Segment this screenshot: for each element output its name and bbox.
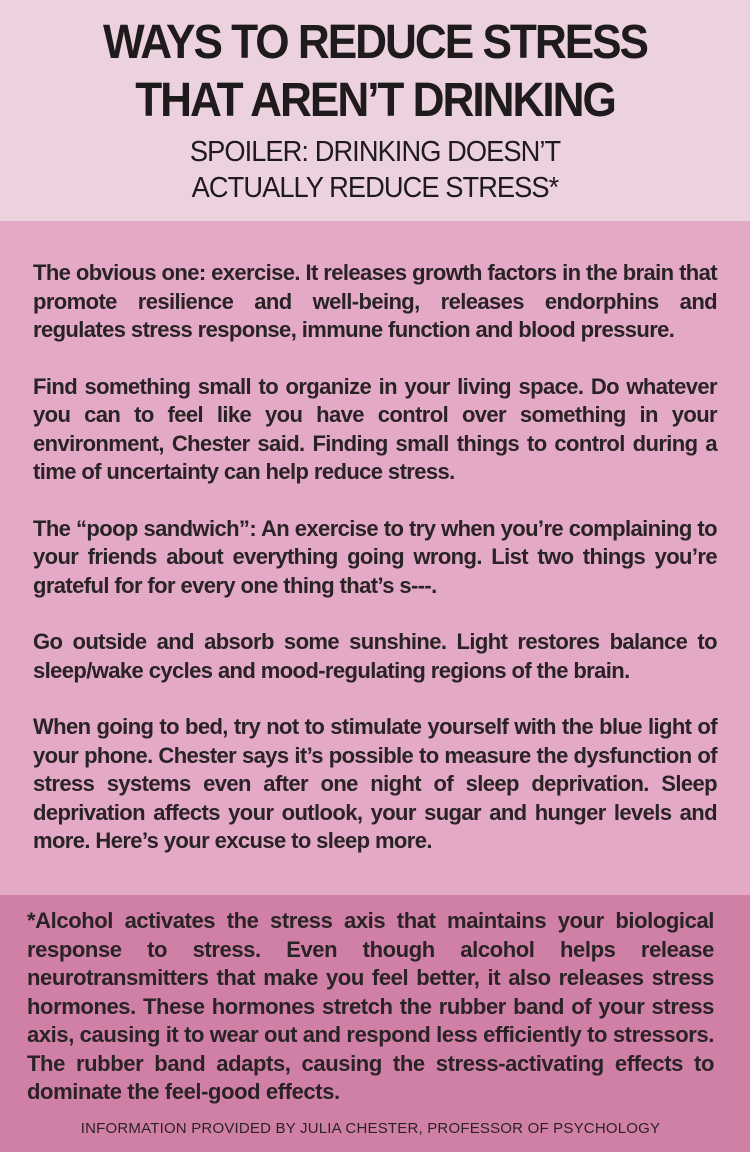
page-subtitle (23, 134, 728, 206)
tip-sunshine: Go outside and absorb some sunshine. Light restores balance to sleep/wake cycles and mood-regulating regions of the brain. (33, 629, 717, 683)
alcohol-footnote: *Alcohol activates the stress axis that maintains your biological response to stress. Even though alcohol helps release neurotransmitters that make you feel better, it also releases stress hormones. These hormones stretch the rubber band of your stress axis, causing it to wear out and respond less efficiently to stressors. The rubber band adapts, causing the stress-activating effects to dominate the feel-good effects. (27, 908, 714, 1104)
source-credit: INFORMATION PROVIDED BY JULIA CHESTER, PROFESSOR OF PSYCHOLOGY (80, 1119, 661, 1137)
title-line-1: WAYS TO REDUCE STRESS (103, 16, 647, 69)
subtitle-line-1: SPOILER: DRINKING DOESN’T (189, 136, 561, 168)
footnote-section (0, 895, 750, 1152)
tip-poop-sandwich: The “poop sandwich”: An exercise to try when you’re complaining to your friends about everything going wrong. List two things you’re grateful for for every one thing that’s s---. (33, 515, 717, 598)
tip-sleep: When going to bed, try not to stimulate yourself with the blue light of your phone. Chester says it’s possible to measure the dysfunction of stress systems even after one night of sleep deprivation. Sleep deprivation affects your outlook, your sugar and hunger levels and more. Here’s your excuse to sleep more. (33, 714, 717, 853)
subtitle-line-2: ACTUALLY REDUCE STRESS* (191, 172, 559, 204)
page-title (30, 14, 720, 130)
tip-organize: Find something small to organize in your living space. Do whatever you can to feel like you have control over something in your environment, Chester said. Finding small things to control during a time of uncertainty can help reduce stress. (33, 373, 717, 484)
tip-exercise: The obvious one: exercise. It releases growth factors in the brain that promote resilience and well-being, releases endorphins and regulates stress response, immune function and blood pressure. (33, 260, 717, 342)
tips-section (0, 221, 750, 895)
header-section (0, 0, 750, 221)
title-line-2: THAT AREN’T DRINKING (135, 74, 615, 127)
